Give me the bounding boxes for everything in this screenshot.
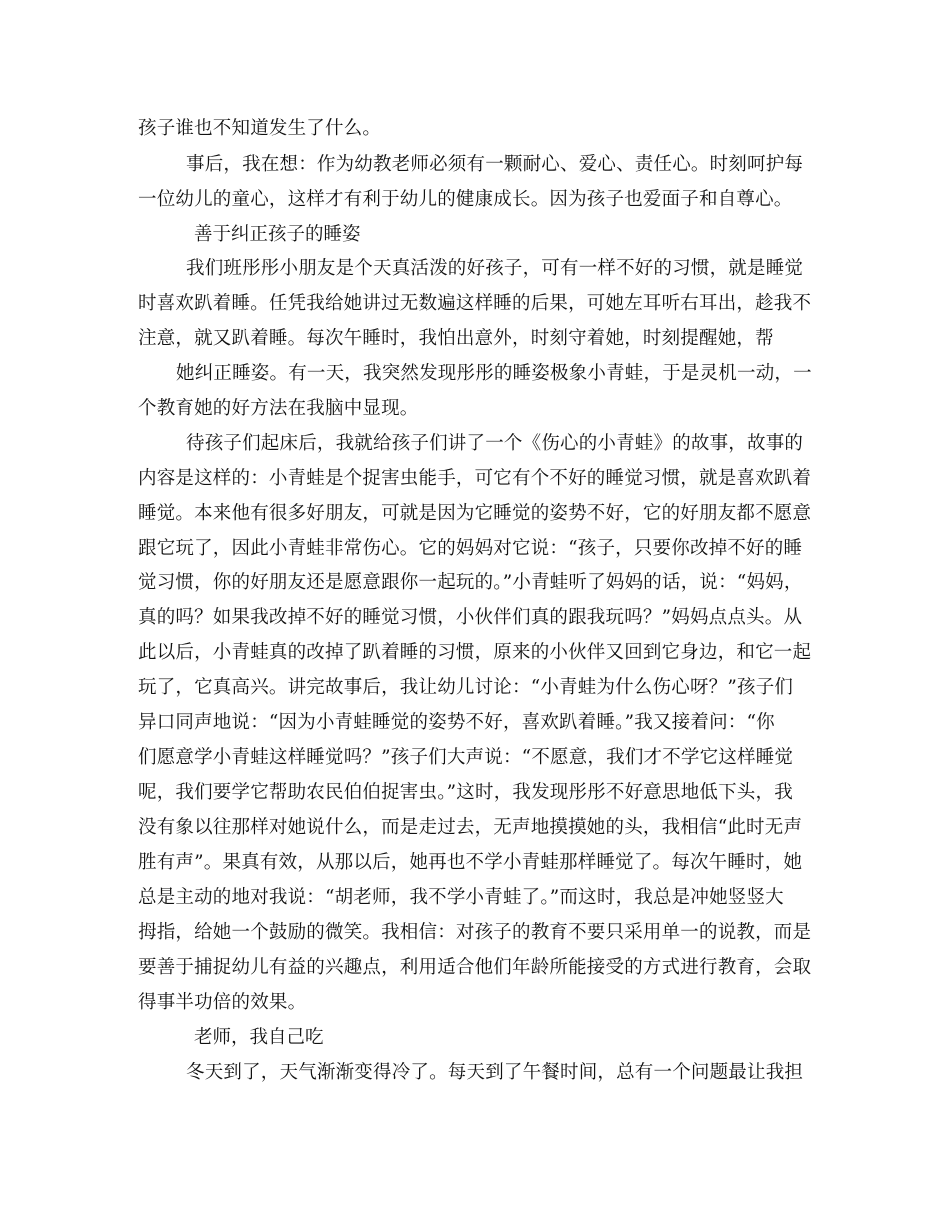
paragraph-line: 没有象以往那样对她说什么，而是走过去，无声地摸摸她的头，我相信“此时无声 (138, 817, 803, 838)
paragraph-line: 觉习惯，你的好朋友还是愿意跟你一起玩的。”小青蛙听了妈妈的话，说：“妈妈， (138, 572, 803, 593)
paragraph-line: 跟它玩了，因此小青蛙非常伤心。它的妈妈对它说：“孩子，只要你改掉不好的睡 (138, 538, 803, 559)
paragraph-line: 们愿意学小青蛙这样睡觉吗？”孩子们大声说：“不愿意，我们才不学它这样睡觉 (138, 747, 794, 768)
paragraph-line: 孩子谁也不知道发生了什么。 (138, 118, 382, 139)
paragraph-line: 此以后，小青蛙真的改掉了趴着睡的习惯，原来的小伙伴又回到它身边，和它一起 (138, 642, 812, 663)
paragraph-line: 事后，我在想：作为幼教老师必须有一颗耐心、爱心、责任心。时刻呵护每 (186, 154, 804, 175)
paragraph-line: 玩了，它真高兴。讲完故事后，我让幼儿讨论：“小青蛙为什么伤心呀？”孩子们 (138, 677, 794, 698)
paragraph-line: 睡觉。本来他有很多好朋友，可就是因为它睡觉的姿势不好，它的好朋友都不愿意 (138, 503, 812, 524)
paragraph-line: 一位幼儿的童心，这样才有利于幼儿的健康成长。因为孩子也爱面子和自尊心。 (138, 189, 793, 210)
section-heading: 老师，我自己吃 (194, 1027, 324, 1048)
paragraph-line: 真的吗？如果我改掉不好的睡觉习惯，小伙伴们真的跟我玩吗？”妈妈点点头。从 (138, 607, 803, 628)
paragraph-line: 总是主动的地对我说：“胡老师，我不学小青蛙了。”而这时，我总是冲她竖竖大 (138, 887, 784, 908)
paragraph-line: 注意，就又趴着睡。每次午睡时，我怕出意外，时刻守着她，时刻提醒她，帮 (138, 328, 774, 349)
paragraph-line: 呢，我们要学它帮助农民伯伯捉害虫。”这时，我发现彤彤不好意思地低下头，我 (138, 782, 793, 803)
paragraph-line: 胜有声”。果真有效，从那以后，她再也不学小青蛙那样睡觉了。每次午睡时，她 (138, 852, 803, 873)
paragraph-line: 冬天到了，天气渐渐变得冷了。每天到了午餐时间，总有一个问题最让我担 (186, 1062, 804, 1083)
section-heading: 善于纠正孩子的睡姿 (194, 224, 361, 245)
paragraph-line: 个教育她的好方法在我脑中显现。 (138, 398, 419, 419)
paragraph-line: 拇指，给她一个鼓励的微笑。我相信：对孩子的教育不要只采用单一的说教，而是 (138, 922, 812, 943)
paragraph-line: 要善于捕捉幼儿有益的兴趣点，利用适合他们年龄所能接受的方式进行教育，会取 (138, 957, 812, 978)
paragraph-line: 待孩子们起床后，我就给孩子们讲了一个《伤心的小青蛙》的故事，故事的 (186, 433, 804, 454)
paragraph-line: 她纠正睡姿。有一天，我突然发现彤彤的睡姿极象小青蛙，于是灵机一动，一 (176, 363, 812, 384)
paragraph-line: 内容是这样的：小青蛙是个捉害虫能手，可它有个不好的睡觉习惯，就是喜欢趴着 (138, 468, 812, 489)
paragraph-line: 时喜欢趴着睡。任凭我给她讲过无数遍这样睡的后果，可她左耳听右耳出，趁我不 (138, 293, 812, 314)
paragraph-line: 得事半功倍的效果。 (138, 992, 307, 1013)
paragraph-line: 异口同声地说：“因为小青蛙睡觉的姿势不好，喜欢趴着睡。”我又接着问：“你 (138, 712, 775, 733)
paragraph-line: 我们班彤彤小朋友是个天真活泼的好孩子，可有一样不好的习惯，就是睡觉 (186, 258, 804, 279)
